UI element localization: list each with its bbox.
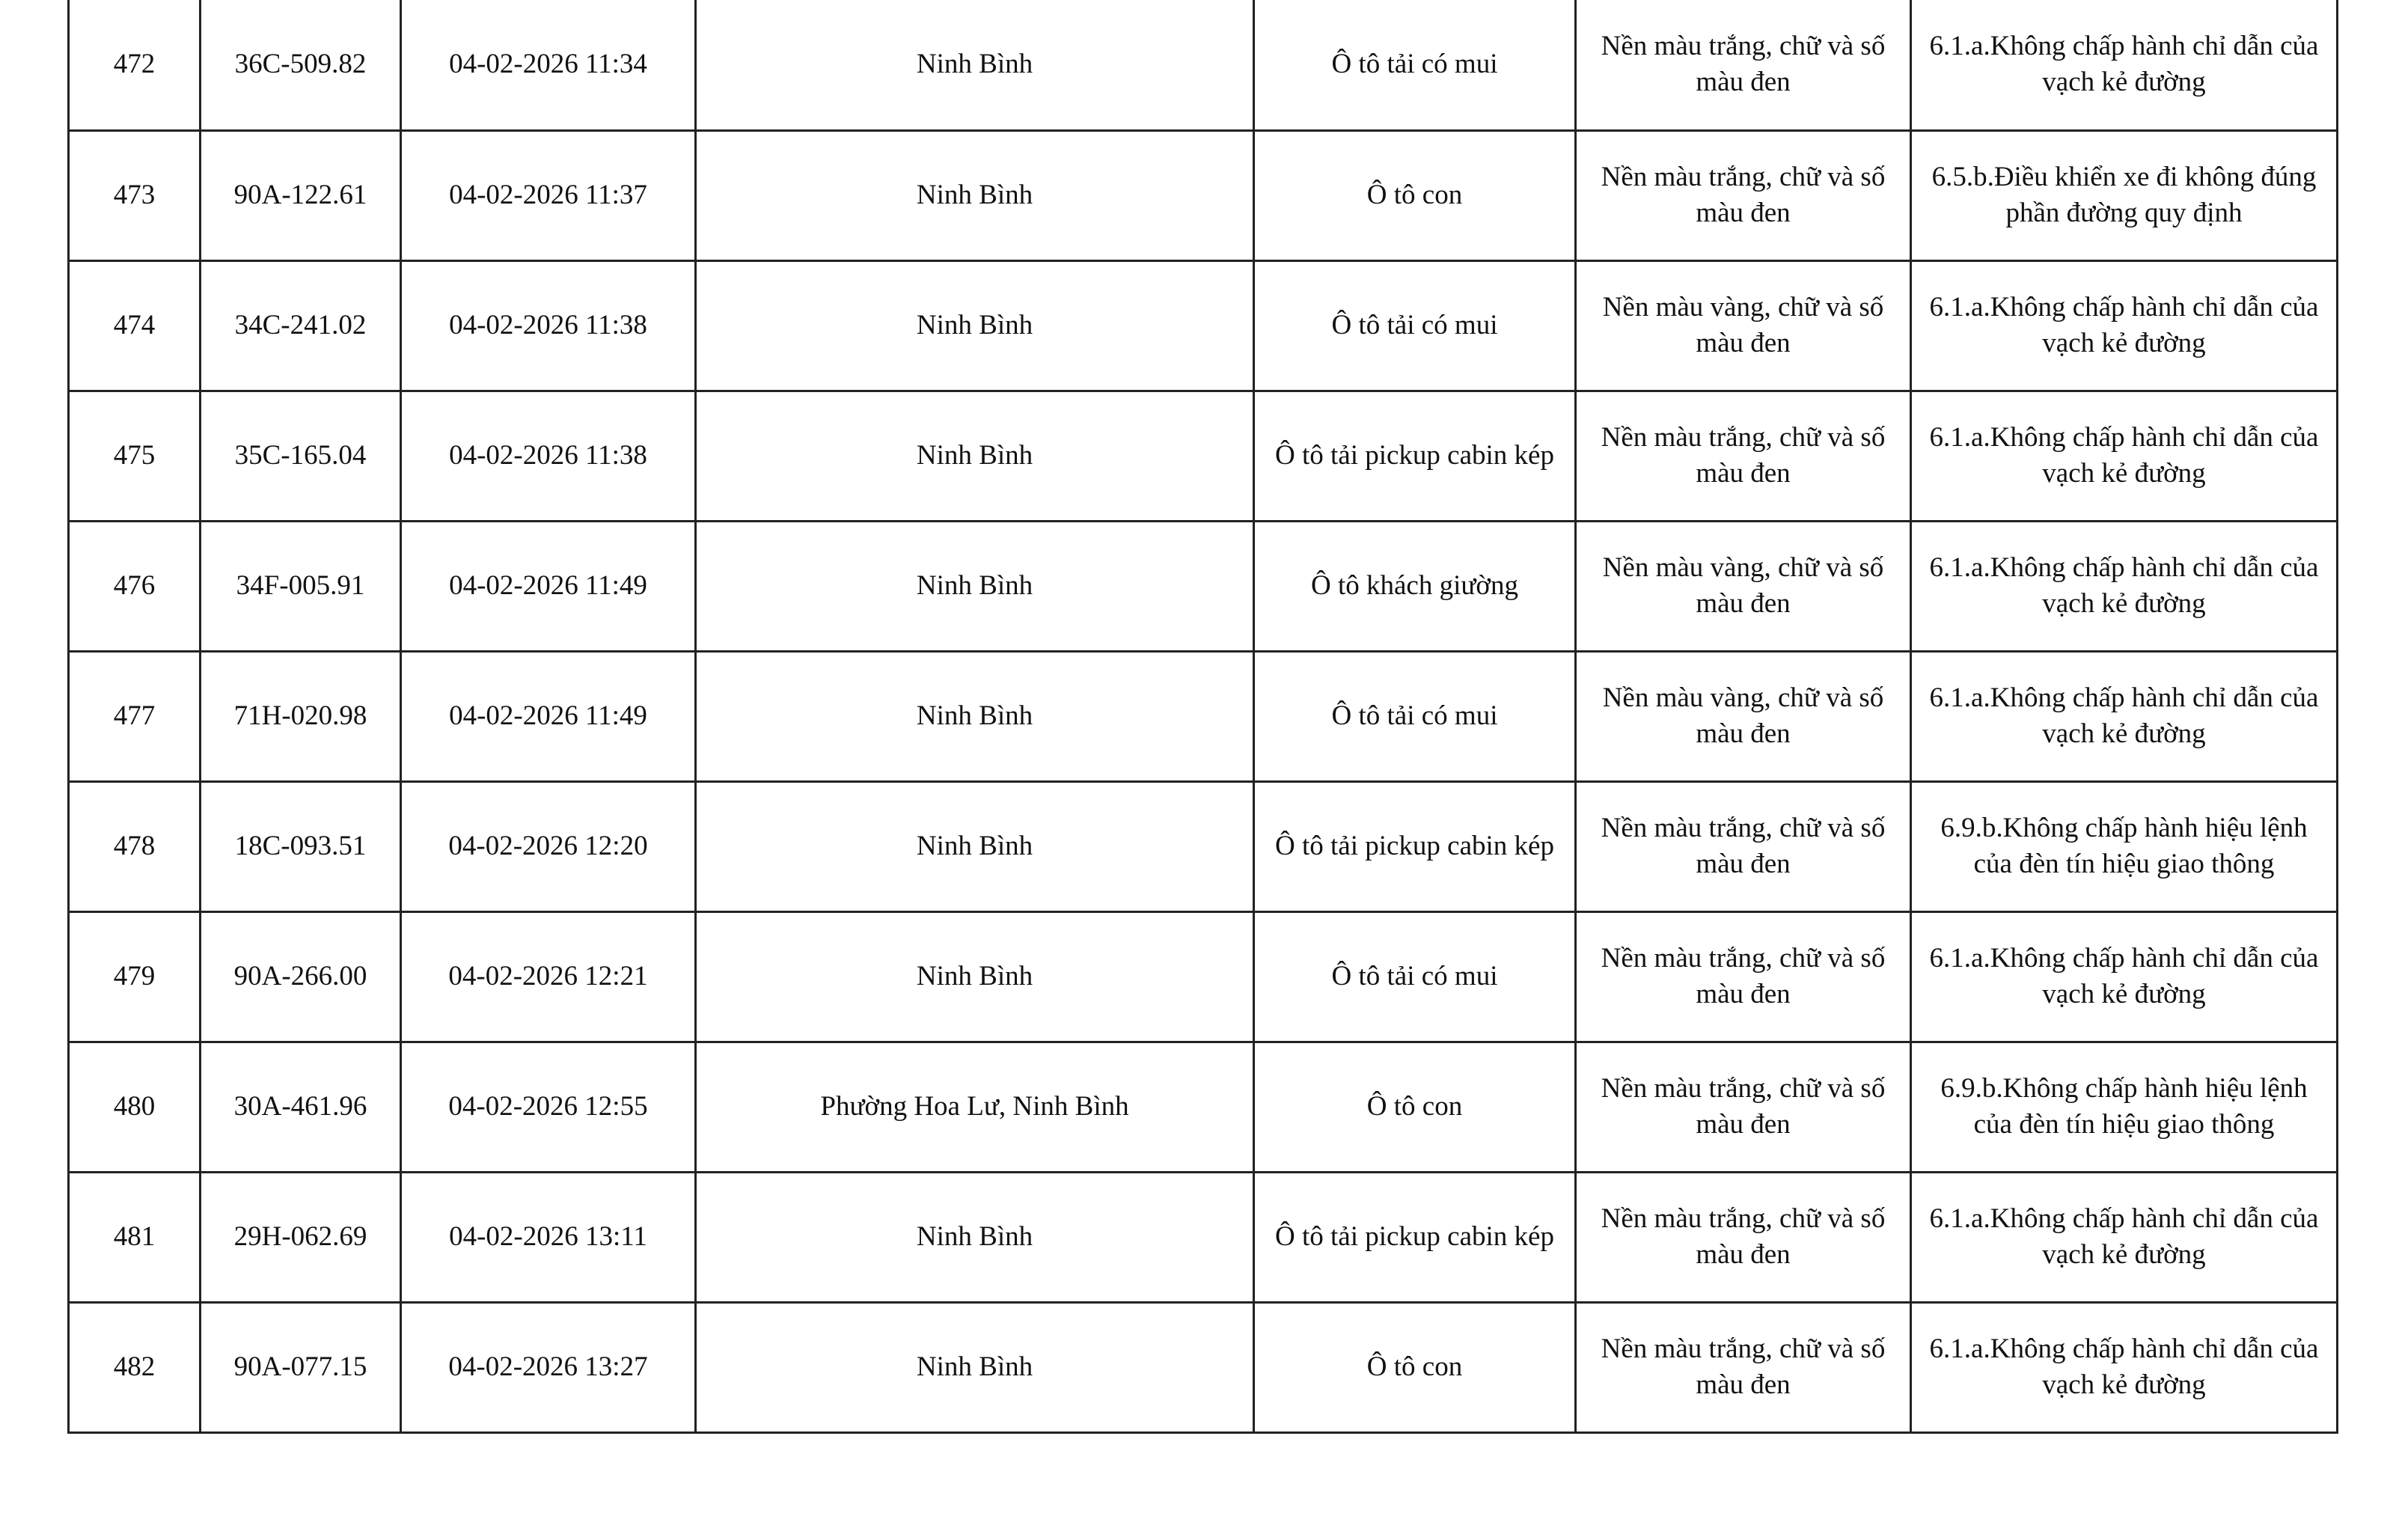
vehicle-type-cell-text: Ô tô con <box>1366 180 1463 210</box>
plate-color-cell <box>1576 1302 1911 1432</box>
violation-description-cell-text: 6.5.b.Điều khiển xe đi không đúng phần đường quy định <box>1931 162 2317 228</box>
violation-location-cell-text: Ninh Bình <box>916 700 1033 731</box>
plate-color-cell-text: Nền màu vàng, chữ và số màu đen <box>1602 552 1884 619</box>
license-plate-cell <box>201 260 401 391</box>
violation-location-cell-text: Ninh Bình <box>916 49 1033 80</box>
vehicle-type-cell <box>1254 0 1576 130</box>
row-number-cell <box>69 1302 201 1432</box>
vehicle-type-cell-text: Ô tô tải có mui <box>1331 310 1498 340</box>
plate-color-cell <box>1576 1042 1911 1172</box>
plate-color-cell-text: Nền màu trắng, chữ và số màu đen <box>1601 1333 1886 1400</box>
violation-location-cell-text: Ninh Bình <box>916 1221 1033 1252</box>
vehicle-type-cell-text: Ô tô tải có mui <box>1331 700 1498 731</box>
plate-color-cell-text: Nền màu trắng, chữ và số màu đen <box>1601 31 1886 98</box>
plate-color-cell-text: Nền màu trắng, chữ và số màu đen <box>1601 162 1886 228</box>
row-number-cell <box>69 781 201 911</box>
row-number-cell <box>69 0 201 130</box>
license-plate-cell-text: 18C-093.51 <box>234 831 367 861</box>
vehicle-type-cell <box>1254 651 1576 781</box>
violation-location-cell <box>696 1042 1254 1172</box>
license-plate-cell-text: 36C-509.82 <box>234 49 367 80</box>
plate-color-cell <box>1576 911 1911 1042</box>
plate-color-cell <box>1576 260 1911 391</box>
vehicle-type-cell-text: Ô tô tải có mui <box>1331 49 1498 80</box>
row-number-cell-text: 474 <box>113 310 156 340</box>
license-plate-cell <box>201 0 401 130</box>
license-plate-cell <box>201 651 401 781</box>
table-row <box>69 781 2338 911</box>
violation-location-cell <box>696 911 1254 1042</box>
violation-description-cell <box>1911 130 2338 260</box>
violation-location-cell <box>696 521 1254 651</box>
violation-description-cell-text: 6.9.b.Không chấp hành hiệu lệnh của đèn tín hiệu giao thông <box>1940 1073 2308 1140</box>
violation-time-cell-text: 04-02-2026 13:27 <box>448 1351 648 1382</box>
violation-time-cell <box>401 1172 696 1302</box>
violation-description-cell-text: 6.1.a.Không chấp hành chỉ dẫn của vạch kẻ đường <box>1929 943 2319 1009</box>
violation-description-cell-text: 6.1.a.Không chấp hành chỉ dẫn của vạch kẻ đường <box>1929 422 2319 489</box>
table-row <box>69 521 2338 651</box>
license-plate-cell <box>201 1302 401 1432</box>
row-number-cell-text: 478 <box>113 831 156 861</box>
vehicle-type-cell-text: Ô tô tải pickup cabin kép <box>1275 440 1554 471</box>
violation-time-cell-text: 04-02-2026 11:49 <box>449 570 647 601</box>
vehicle-type-cell <box>1254 260 1576 391</box>
row-number-cell <box>69 651 201 781</box>
violation-location-cell-text: Ninh Bình <box>916 1351 1033 1382</box>
violation-time-cell <box>401 911 696 1042</box>
violation-time-cell-text: 04-02-2026 12:55 <box>448 1091 648 1122</box>
violation-time-cell <box>401 130 696 260</box>
table-row <box>69 651 2338 781</box>
row-number-cell-text: 482 <box>113 1351 156 1382</box>
violation-time-cell-text: 04-02-2026 13:11 <box>449 1221 647 1252</box>
license-plate-cell <box>201 1042 401 1172</box>
row-number-cell <box>69 1172 201 1302</box>
violation-description-cell-text: 6.1.a.Không chấp hành chỉ dẫn của vạch kẻ đường <box>1929 1333 2319 1400</box>
violation-description-cell-text: 6.1.a.Không chấp hành chỉ dẫn của vạch kẻ đường <box>1929 1203 2319 1270</box>
row-number-cell-text: 481 <box>113 1221 156 1252</box>
row-number-cell-text: 476 <box>113 570 156 601</box>
violation-location-cell-text: Ninh Bình <box>916 180 1033 210</box>
violation-description-cell <box>1911 1172 2338 1302</box>
table-row <box>69 130 2338 260</box>
row-number-cell <box>69 260 201 391</box>
license-plate-cell-text: 71H-020.98 <box>233 700 367 731</box>
violation-description-cell <box>1911 521 2338 651</box>
violation-time-cell-text: 04-02-2026 12:20 <box>448 831 648 861</box>
license-plate-cell-text: 30A-461.96 <box>233 1091 367 1122</box>
table-row <box>69 1042 2338 1172</box>
plate-color-cell-text: Nền màu vàng, chữ và số màu đen <box>1602 682 1884 749</box>
violation-time-cell <box>401 0 696 130</box>
row-number-cell-text: 473 <box>113 180 156 210</box>
license-plate-cell <box>201 781 401 911</box>
license-plate-cell <box>201 130 401 260</box>
violation-time-cell <box>401 781 696 911</box>
plate-color-cell <box>1576 781 1911 911</box>
violation-time-cell <box>401 1302 696 1432</box>
vehicle-type-cell <box>1254 911 1576 1042</box>
plate-color-cell-text: Nền màu trắng, chữ và số màu đen <box>1601 422 1886 489</box>
table-row <box>69 391 2338 521</box>
violation-description-cell-text: 6.1.a.Không chấp hành chỉ dẫn của vạch kẻ đường <box>1929 552 2319 619</box>
plate-color-cell-text: Nền màu trắng, chữ và số màu đen <box>1601 943 1886 1009</box>
plate-color-cell <box>1576 130 1911 260</box>
violation-description-cell-text: 6.9.b.Không chấp hành hiệu lệnh của đèn tín hiệu giao thông <box>1940 813 2308 879</box>
vehicle-type-cell <box>1254 1302 1576 1432</box>
license-plate-cell-text: 34F-005.91 <box>236 570 365 601</box>
plate-color-cell-text: Nền màu trắng, chữ và số màu đen <box>1601 1073 1886 1140</box>
violation-description-cell <box>1911 651 2338 781</box>
table-row <box>69 0 2338 130</box>
license-plate-cell <box>201 521 401 651</box>
violation-description-cell-text: 6.1.a.Không chấp hành chỉ dẫn của vạch kẻ đường <box>1929 682 2319 749</box>
violation-description-cell <box>1911 0 2338 130</box>
license-plate-cell <box>201 911 401 1042</box>
vehicle-type-cell <box>1254 521 1576 651</box>
violation-time-cell-text: 04-02-2026 11:38 <box>449 440 647 471</box>
table-body <box>69 0 2338 1432</box>
vehicle-type-cell-text: Ô tô con <box>1366 1351 1463 1382</box>
violation-time-cell-text: 04-02-2026 11:34 <box>449 49 647 80</box>
violation-location-cell-text: Ninh Bình <box>916 310 1033 340</box>
license-plate-cell-text: 90A-077.15 <box>233 1351 367 1382</box>
vehicle-type-cell <box>1254 1042 1576 1172</box>
violation-location-cell-text: Phường Hoa Lư, Ninh Bình <box>820 1091 1129 1122</box>
table-row <box>69 1302 2338 1432</box>
violation-location-cell <box>696 781 1254 911</box>
violation-description-cell <box>1911 911 2338 1042</box>
plate-color-cell <box>1576 1172 1911 1302</box>
plate-color-cell <box>1576 0 1911 130</box>
violation-location-cell <box>696 1302 1254 1432</box>
license-plate-cell-text: 34C-241.02 <box>234 310 367 340</box>
violation-location-cell-text: Ninh Bình <box>916 831 1033 861</box>
plate-color-cell-text: Nền màu trắng, chữ và số màu đen <box>1601 813 1886 879</box>
violation-time-cell <box>401 521 696 651</box>
vehicle-type-cell <box>1254 391 1576 521</box>
violation-description-cell-text: 6.1.a.Không chấp hành chỉ dẫn của vạch kẻ đường <box>1929 31 2319 98</box>
violation-location-cell <box>696 0 1254 130</box>
vehicle-type-cell-text: Ô tô con <box>1366 1091 1463 1122</box>
vehicle-type-cell-text: Ô tô khách giường <box>1311 570 1518 601</box>
violation-time-cell <box>401 1042 696 1172</box>
violation-description-cell <box>1911 1302 2338 1432</box>
row-number-cell <box>69 1042 201 1172</box>
vehicle-type-cell-text: Ô tô tải pickup cabin kép <box>1275 1221 1554 1252</box>
plate-color-cell-text: Nền màu vàng, chữ và số màu đen <box>1602 292 1884 358</box>
vehicle-type-cell <box>1254 130 1576 260</box>
row-number-cell <box>69 521 201 651</box>
violation-description-cell <box>1911 1042 2338 1172</box>
plate-color-cell <box>1576 651 1911 781</box>
violation-time-cell <box>401 651 696 781</box>
plate-color-cell <box>1576 391 1911 521</box>
violation-table <box>67 0 2338 1434</box>
violation-location-cell <box>696 1172 1254 1302</box>
table-row <box>69 260 2338 391</box>
row-number-cell-text: 479 <box>113 961 156 991</box>
violation-description-cell <box>1911 391 2338 521</box>
row-number-cell-text: 475 <box>113 440 156 471</box>
violation-location-cell-text: Ninh Bình <box>916 570 1033 601</box>
violation-location-cell-text: Ninh Bình <box>916 440 1033 471</box>
license-plate-cell-text: 35C-165.04 <box>234 440 367 471</box>
vehicle-type-cell-text: Ô tô tải pickup cabin kép <box>1275 831 1554 861</box>
table-row <box>69 1172 2338 1302</box>
row-number-cell <box>69 130 201 260</box>
license-plate-cell-text: 90A-122.61 <box>233 180 367 210</box>
row-number-cell-text: 480 <box>113 1091 156 1122</box>
row-number-cell-text: 472 <box>113 49 156 80</box>
violation-time-cell <box>401 391 696 521</box>
row-number-cell-text: 477 <box>113 700 156 731</box>
violation-location-cell <box>696 651 1254 781</box>
license-plate-cell-text: 90A-266.00 <box>233 961 367 991</box>
violation-location-cell-text: Ninh Bình <box>916 961 1033 991</box>
violation-time-cell <box>401 260 696 391</box>
violation-location-cell <box>696 130 1254 260</box>
violation-table-page <box>67 0 2336 1434</box>
vehicle-type-cell-text: Ô tô tải có mui <box>1331 961 1498 991</box>
violation-description-cell-text: 6.1.a.Không chấp hành chỉ dẫn của vạch kẻ đường <box>1929 292 2319 358</box>
table-row <box>69 911 2338 1042</box>
license-plate-cell-text: 29H-062.69 <box>233 1221 367 1252</box>
plate-color-cell <box>1576 521 1911 651</box>
violation-time-cell-text: 04-02-2026 11:49 <box>449 700 647 731</box>
violation-location-cell <box>696 391 1254 521</box>
row-number-cell <box>69 391 201 521</box>
violation-description-cell <box>1911 260 2338 391</box>
license-plate-cell <box>201 391 401 521</box>
violation-time-cell-text: 04-02-2026 11:38 <box>449 310 647 340</box>
license-plate-cell <box>201 1172 401 1302</box>
row-number-cell <box>69 911 201 1042</box>
violation-description-cell <box>1911 781 2338 911</box>
violation-time-cell-text: 04-02-2026 12:21 <box>448 961 648 991</box>
vehicle-type-cell <box>1254 781 1576 911</box>
violation-time-cell-text: 04-02-2026 11:37 <box>449 180 647 210</box>
vehicle-type-cell <box>1254 1172 1576 1302</box>
violation-location-cell <box>696 260 1254 391</box>
plate-color-cell-text: Nền màu trắng, chữ và số màu đen <box>1601 1203 1886 1270</box>
